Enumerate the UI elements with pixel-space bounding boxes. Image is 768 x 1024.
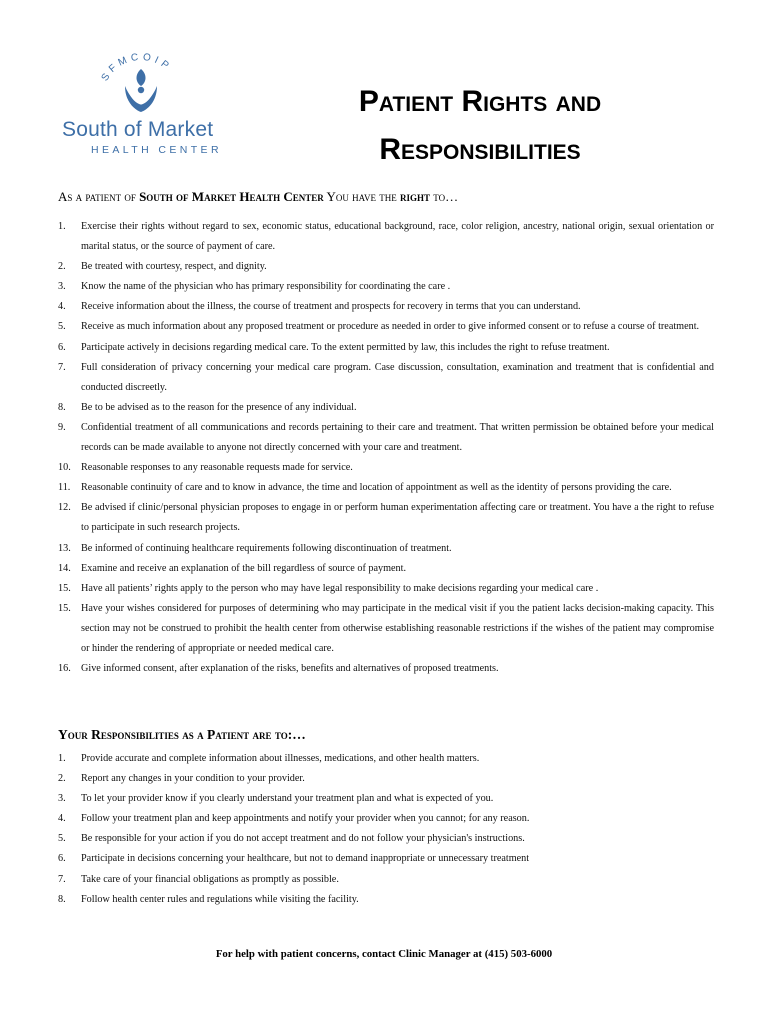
right-item: [58, 659, 714, 679]
rights-intro: [58, 189, 718, 205]
rights-list: [58, 217, 714, 679]
right-item-number: 13.: [58, 542, 71, 554]
responsibilities-heading: Your Responsibilities as a Patient are to:…: [58, 727, 306, 742]
right-item-text: Have all patients’ rights apply to the person who may have legal responsibility to make decisions regarding your medical care .: [81, 582, 599, 594]
right-item-number: 2.: [58, 261, 66, 273]
right-item-number: 6.: [58, 341, 66, 353]
logo-name: South of Market: [62, 118, 214, 141]
right-item-text: Exercise their rights without regard to sex, economic status, educational background, race, color religion, ancestry, national origin, sexual orientation or marital status, or the source of payment of care.: [81, 221, 714, 253]
responsibility-item-number: 7.: [58, 873, 66, 885]
right-item: [58, 398, 714, 418]
right-item-number: 8.: [58, 401, 66, 413]
responsibility-item-text: Follow your treatment plan and keep appointments and notify your provider when you cannot; for any reason.: [81, 813, 530, 825]
right-item-text: Have your wishes considered for purposes of determining who may participate in the medical visit if you the patient lacks decision-making capacity. This section may not be construed to prohibit the health center from otherwise establishing reasonable restrictions if the wishes of the patient may compromise or hinder the rendering of appropriate or needed medical care.: [81, 602, 714, 654]
responsibility-item: [58, 769, 714, 789]
responsibilities-list: [58, 749, 714, 910]
right-item: [58, 338, 714, 358]
right-item: [58, 358, 714, 398]
responsibility-item-number: 8.: [58, 893, 66, 905]
right-item-text: Confidential treatment of all communications and records pertaining to their care and treatment. That written permission be obtained before your medical records can be made available to anyone not directly concerned with your care and treatment.: [81, 421, 714, 454]
responsibility-item-text: Follow health center rules and regulations while visiting the facility.: [81, 893, 359, 905]
right-item-text: Be advised if clinic/personal physician proposes to engage in or perform human experimentation affecting care or treatment. You have a the right to refuse to participate in such research projects.: [81, 502, 714, 534]
rights-intro-right-word: right: [400, 189, 431, 204]
right-item: [58, 257, 714, 277]
right-item: [58, 297, 714, 317]
right-item-number: 10.: [58, 462, 71, 474]
right-item-text: Examine and receive an explanation of the bill regardless of source of payment.: [81, 562, 407, 574]
logo-subtitle: HEALTH CENTER: [91, 144, 222, 156]
responsibility-item-number: 2.: [58, 773, 66, 785]
logo-emblem-icon: [55, 52, 245, 122]
right-item-text: Be to be advised as to the reason for the presence of any individual.: [81, 401, 357, 413]
right-item-number: 1.: [58, 221, 66, 232]
right-item: [58, 539, 714, 559]
title-line-2: Responsibilities: [379, 133, 581, 166]
right-item-text: Be informed of continuing healthcare requirements following discontinuation of treatment.: [81, 542, 452, 554]
right-item-text: Reasonable responses to any reasonable requests made for service.: [81, 462, 353, 474]
responsibility-item-text: Be responsible for your action if you do not accept treatment and do not follow your physician's instructions.: [81, 833, 525, 845]
right-item: [58, 599, 714, 659]
right-item-number: 12.: [58, 502, 71, 514]
right-item: [58, 317, 714, 337]
responsibility-item-text: Provide accurate and complete information about illnesses, medications, and other health matters.: [81, 753, 480, 764]
responsibility-item-number: 5.: [58, 833, 66, 845]
rights-intro-suffix: to…: [430, 189, 459, 204]
right-item-text: Reasonable continuity of care and to know in advance, the time and location of appointment as well as the identity of persons providing the care.: [81, 482, 672, 494]
right-item-number: 5.: [58, 321, 66, 333]
responsibility-item: [58, 789, 714, 809]
right-item-number: 15.: [58, 602, 71, 614]
right-item: [58, 559, 714, 579]
right-item-text: Receive information about the illness, the course of treatment and prospects for recovery in terms that you can understand.: [81, 301, 581, 313]
right-item: [58, 498, 714, 538]
right-item-text: Know the name of the physician who has primary responsibility for coordinating the care .: [81, 281, 451, 293]
logo-arc-text: SFMCOIP: [99, 52, 174, 84]
right-item-number: 11.: [58, 482, 71, 494]
responsibility-item-number: 6.: [58, 853, 66, 865]
right-item: [58, 217, 714, 257]
responsibility-item-text: To let your provider know if you clearly understand your treatment plan and what is expected of you.: [81, 793, 494, 805]
responsibility-item: [58, 849, 714, 869]
right-item: [58, 277, 714, 297]
right-item: [58, 478, 714, 498]
rights-intro-middle: You have the: [323, 189, 401, 204]
responsibility-item: [58, 870, 714, 890]
responsibility-item: [58, 809, 714, 829]
right-item-text: Be treated with courtesy, respect, and dignity.: [81, 261, 267, 273]
right-item-text: Receive as much information about any proposed treatment or procedure as needed in order to give informed consent or to refuse a course of treatment.: [81, 321, 700, 333]
title-line-1: Patient Rights and: [358, 85, 602, 118]
right-item-text: Give informed consent, after explanation of the risks, benefits and alternatives of proposed treatments.: [81, 663, 499, 675]
right-item-number: 4.: [58, 301, 66, 313]
right-item-number: 7.: [58, 361, 66, 373]
right-item-number: 14.: [58, 562, 71, 574]
footer-contact: For help with patient concerns, contact Clinic Manager at (415) 503-6000: [215, 948, 553, 960]
responsibility-item: [58, 829, 714, 849]
responsibility-item: [58, 749, 714, 769]
right-item: [58, 579, 714, 599]
rights-intro-prefix: As a patient of: [58, 189, 140, 204]
responsibility-item-text: Take care of your financial obligations as promptly as possible.: [81, 873, 339, 885]
page-title: [300, 78, 660, 174]
rights-intro-org: South of Market Health Center: [139, 189, 324, 204]
responsibility-item-number: 1.: [58, 753, 66, 764]
right-item-number: 3.: [58, 281, 66, 293]
responsibility-item-text: Report any changes in your condition to your provider.: [81, 773, 305, 785]
clinic-logo: [55, 52, 245, 162]
responsibility-item-number: 4.: [58, 813, 66, 825]
responsibility-item-number: 3.: [58, 793, 66, 805]
right-item: [58, 458, 714, 478]
responsibility-item: [58, 890, 714, 910]
right-item-number: 15.: [58, 582, 71, 594]
right-item-text: Participate actively in decisions regarding medical care. To the extent permitted by law, this includes the right to refuse treatment.: [81, 341, 610, 353]
responsibility-item-text: Participate in decisions concerning your healthcare, but not to demand inappropriate or unnecessary treatment: [81, 853, 530, 865]
right-item-text: Full consideration of privacy concerning your medical care program. Case discussion, consultation, examination and treatment that is confidential and conducted discreetly.: [81, 361, 714, 393]
right-item-number: 16.: [58, 663, 71, 675]
right-item: [58, 418, 714, 458]
right-item-number: 9.: [58, 421, 66, 433]
